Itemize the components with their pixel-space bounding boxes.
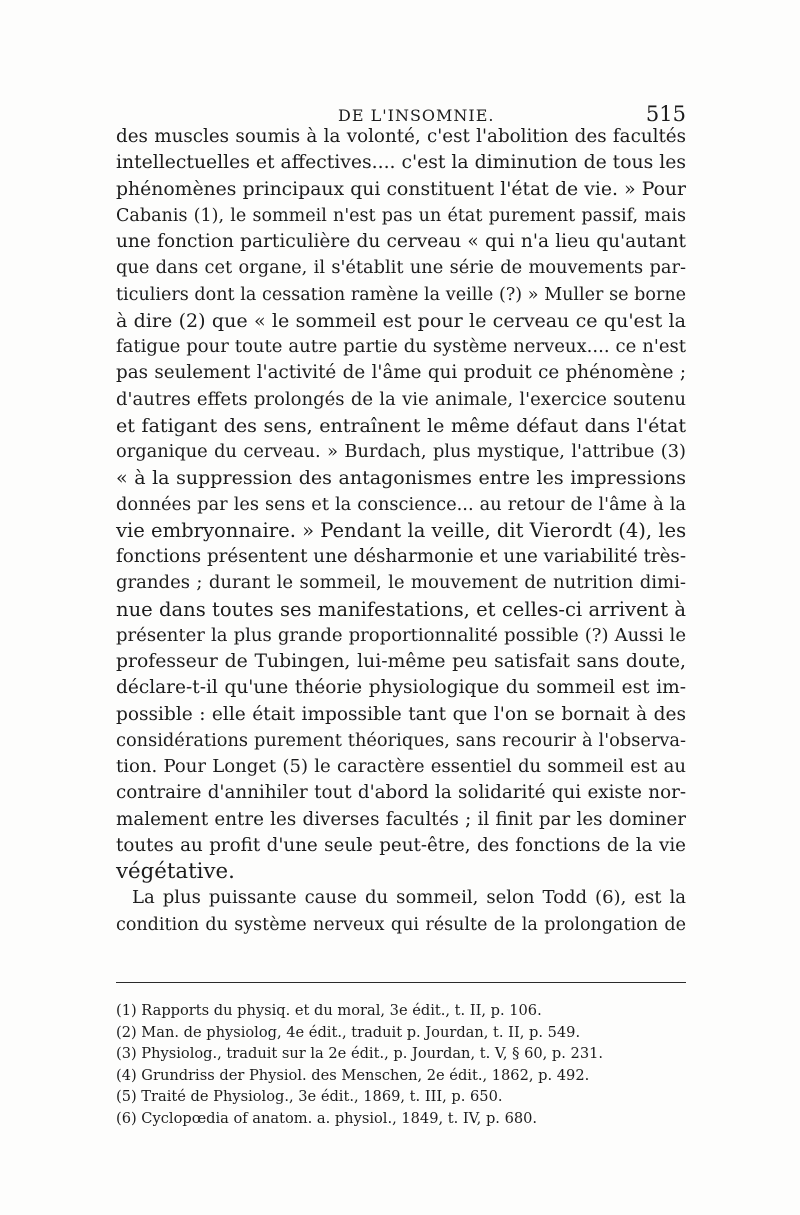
text-line: considérations purement théoriques, sans recourir à l'observa- [116, 729, 686, 751]
text-line: tion. Pour Longet (5) le caractère essentiel du sommeil est au [116, 756, 686, 777]
running-title: DE L'INSOMNIE. [338, 106, 495, 125]
footnote: (2) Man. de physiolog, 4e édit., traduit p. Jourdan, t. II, p. 549. [116, 1023, 581, 1041]
footnote: (3) Physiolog., traduit sur la 2e édit., p. Jourdan, t. V, § 60, p. 231. [116, 1045, 604, 1062]
text-line: données par les sens et la conscience... au retour de l'âme à la [116, 493, 686, 515]
text-line: Cabanis (1), le sommeil n'est pas un état purement passif, mais [116, 205, 686, 226]
text-line: toutes au profit d'une seule peut-être, des fonctions de la vie [116, 834, 686, 856]
text-line: d'autres effets prolongés de la vie animale, l'exercice soutenu [116, 388, 686, 410]
text-line: La plus puissante cause du sommeil, selon Todd (6), est la [132, 887, 686, 909]
text-line: grandes ; durant le sommeil, le mouvement de nutrition dimi- [116, 572, 686, 594]
text-line: fonctions présentent une désharmonie et une variabilité très- [116, 546, 686, 567]
text-line: contraire d'annihiler tout d'abord la solidarité qui existe nor- [116, 782, 686, 804]
body-text [116, 124, 686, 938]
text-line: possible : elle était impossible tant que l'on se bornait à des [116, 703, 686, 725]
text-line: végétative. [116, 859, 235, 884]
text-line: « à la suppression des antagonismes entre les impressions [116, 467, 686, 490]
text-line: organique du cerveau. » Burdach, plus mystique, l'attribue (3) [116, 441, 686, 462]
page-number: 515 [645, 102, 686, 126]
text-line: à dire (2) que « le sommeil est pour le cerveau ce qu'est la [116, 309, 686, 332]
text-line: fatigue pour toute autre partie du système nerveux.... ce n'est [116, 336, 686, 357]
text-line: présenter la plus grande proportionnalité possible (?) Aussi le [116, 624, 686, 646]
text-line: phénomènes principaux qui constituent l'état de vie. » Pour [116, 178, 686, 200]
footnote: (5) Traité de Physiolog., 3e édit., 1869, t. III, p. 650. [116, 1088, 503, 1105]
text-line: pas seulement l'activité de l'âme qui produit ce phénomène ; [116, 362, 686, 384]
text-line: vie embryonnaire. » Pendant la veille, dit Vierordt (4), les [116, 518, 687, 542]
footnote-rule [116, 982, 686, 983]
text-line: malement entre les diverses facultés ; il finit par les dominer [116, 808, 686, 830]
text-line: nue dans toutes ses manifestations, et celles-ci arrivent à [116, 597, 686, 621]
text-line: et fatigant des sens, entraînent le même défaut dans l'état [116, 414, 686, 437]
footnote: (4) Grundriss der Physiol. des Menschen, 2e édit., 1862, p. 492. [116, 1066, 590, 1084]
text-line: condition du système nerveux qui résulte de la prolongation de [116, 914, 686, 935]
text-line: intellectuelles et affectives.... c'est la diminution de tous les [116, 152, 686, 174]
footnote: (6) Cyclopœdia of anatom. a. physiol., 1849, t. IV, p. 680. [116, 1109, 538, 1127]
text-line: une fonction particulière du cerveau « qui n'a lieu qu'autant [116, 231, 686, 252]
footnote: (1) Rapports du physiq. et du moral, 3e édit., t. II, p. 106. [116, 1002, 542, 1019]
footnotes [116, 1000, 686, 1129]
text-line: professeur de Tubingen, lui-même peu satisfait sans doute, [116, 651, 686, 672]
text-line: que dans cet organe, il s'établit une série de mouvements par- [116, 257, 686, 279]
text-line: des muscles soumis à la volonté, c'est l'abolition des facultés [116, 126, 686, 147]
text-line: ticuliers dont la cessation ramène la veille (?) » Muller se borne [116, 284, 686, 305]
text-line: déclare-t-il qu'une théorie physiologique du sommeil est im- [116, 677, 686, 699]
